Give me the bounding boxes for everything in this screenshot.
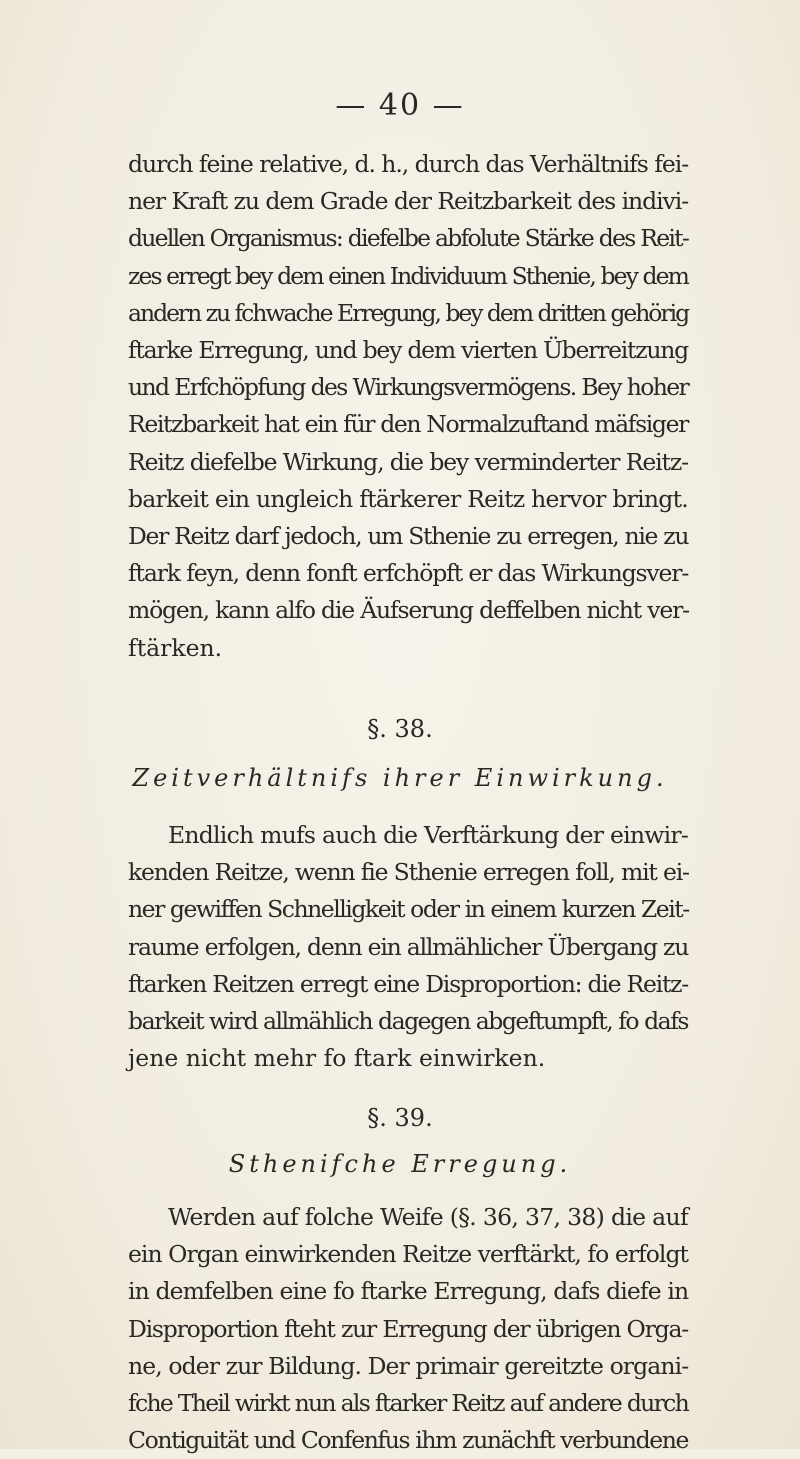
text-line: und Erfchöpfung des Wirkungsvermögens. Bey hoher bbox=[128, 373, 689, 402]
text-line: ftark feyn, denn fonft erfchöpft er das Wirkungsver- bbox=[128, 559, 689, 588]
text-line: durch feine relative, d. h., durch das Verhältnifs fei- bbox=[128, 150, 689, 178]
text-line: andern zu fchwache Erregung, bey dem dritten gehörig bbox=[128, 298, 689, 327]
text-line: Reitz diefelbe Wirkung, die bey verminderter Reitz- bbox=[128, 447, 688, 476]
text-line: ftarke Erregung, und bey dem vierten Überreitzung bbox=[128, 336, 688, 365]
text-line: Contiguität und Confenfus ihm zunächft verbundene bbox=[128, 1426, 689, 1455]
text-line: barkeit wird allmählich dagegen abgeftumpft, fo dafs bbox=[128, 1007, 688, 1036]
section-38-title: Zeitverhältnifs ihrer Einwirkung. bbox=[132, 764, 668, 792]
text-line: zes erregt bey dem einen Individuum Sthenie, bey dem bbox=[128, 261, 689, 290]
paragraph-3 bbox=[128, 1199, 688, 1459]
section-39-title: Sthenifche Erregung. bbox=[228, 1150, 572, 1178]
text-line: ftärken. bbox=[128, 633, 223, 662]
paragraph-2 bbox=[128, 817, 688, 1077]
text-line: Reitzbarkeit hat ein für den Normalzuftand mäfsiger bbox=[128, 410, 688, 439]
section-38-number: §. 38. bbox=[367, 715, 433, 743]
text-line: Werden auf folche Weife (§. 36, 37, 38) die auf bbox=[168, 1203, 688, 1231]
text-line: Disproportion fteht zur Erregung der übrigen Orga- bbox=[128, 1314, 688, 1343]
text-line: Endlich mufs auch die Verftärkung der einwir- bbox=[168, 821, 688, 849]
text-line: Der Reitz darf jedoch, um Sthenie zu erregen, nie zu bbox=[128, 522, 689, 551]
text-line: mögen, kann alfo die Äufserung deffelben nicht ver- bbox=[128, 596, 689, 625]
text-line: fche Theil wirkt nun als ftarker Reitz auf andere durch bbox=[128, 1389, 688, 1418]
text-line: ne, oder zur Bildung. Der primair gereitzte organi- bbox=[128, 1351, 689, 1380]
page-number: — 40 — bbox=[335, 88, 465, 123]
text-line: ein Organ einwirkenden Reitze verftärkt, fo erfolgt bbox=[128, 1240, 689, 1269]
text-line: ner gewiffen Schnelligkeit oder in einem kurzen Zeit- bbox=[128, 895, 689, 924]
text-line: raume erfolgen, denn ein allmählicher Übergang zu bbox=[128, 932, 689, 961]
paragraph-1 bbox=[128, 146, 688, 667]
text-line: duellen Organismus: diefelbe abfolute Stärke des Reit- bbox=[128, 224, 689, 253]
text-line: ftarken Reitzen erregt eine Disproportion: die Reitz- bbox=[128, 969, 688, 998]
text-line: in demfelben eine fo ftarke Erregung, dafs diefe in bbox=[128, 1277, 689, 1306]
text-line: jene nicht mehr fo ftark einwirken. bbox=[128, 1044, 546, 1073]
text-line: barkeit ein ungleich ftärkerer Reitz hervor bringt. bbox=[128, 484, 688, 513]
text-line: kenden Reitze, wenn fie Sthenie erregen foll, mit ei- bbox=[128, 858, 689, 887]
section-39-number: §. 39. bbox=[367, 1104, 433, 1132]
text-line: ner Kraft zu dem Grade der Reitzbarkeit des indivi- bbox=[128, 187, 689, 216]
